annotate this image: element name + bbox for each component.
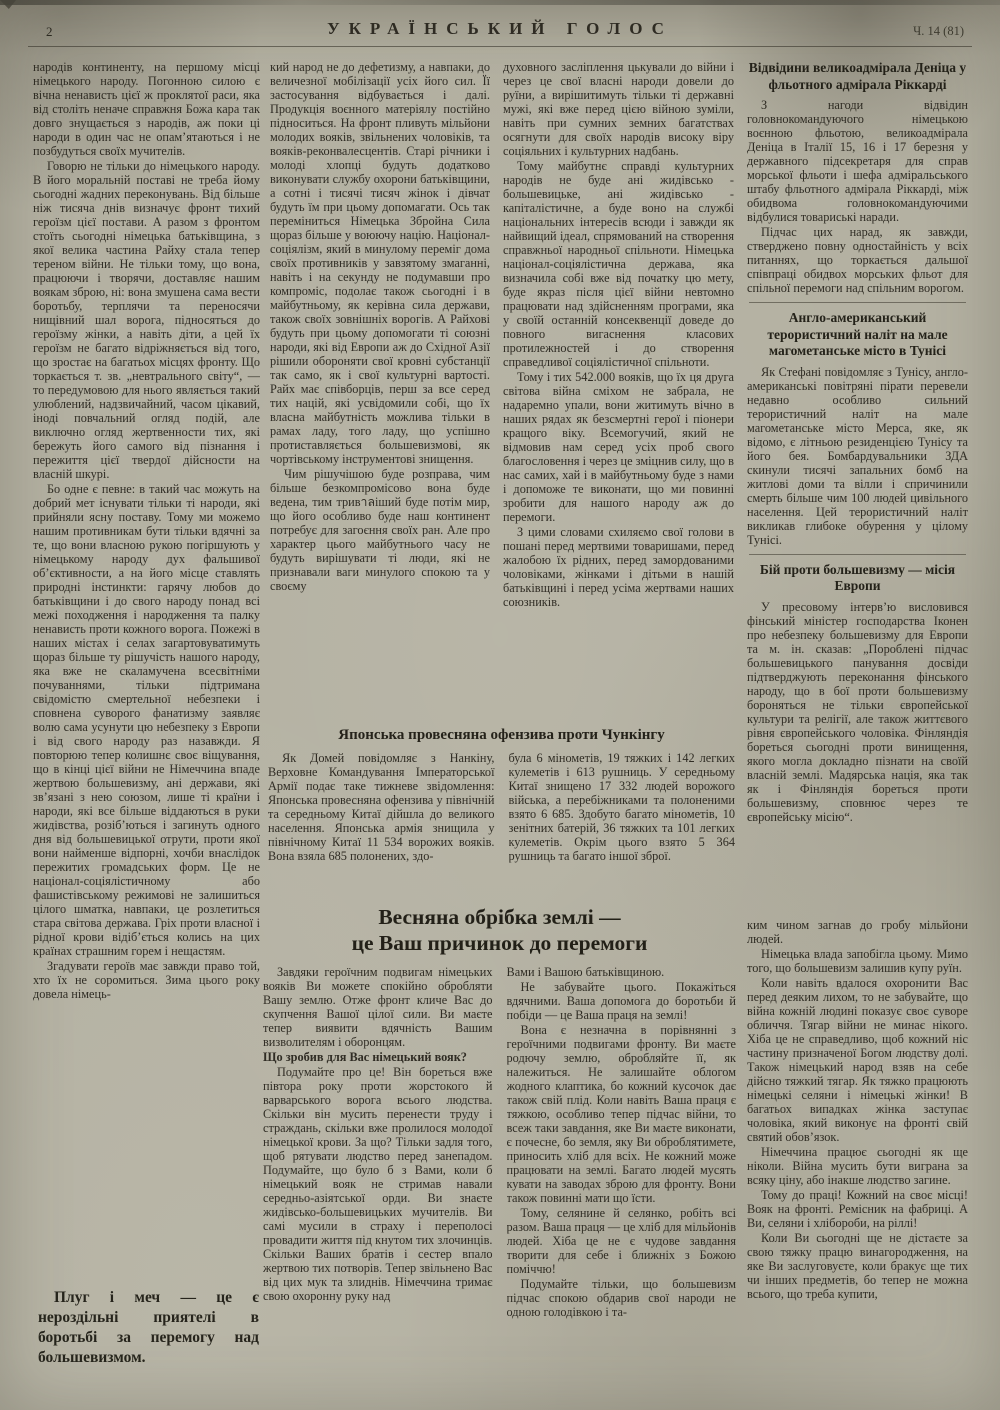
lead-article-column-3 [503, 60, 734, 722]
masthead-rule [28, 46, 972, 47]
lead-article-column-1 [33, 60, 260, 1260]
spring-tillage-article [263, 904, 736, 1393]
spring-paragraph: Тому, селянине й селянко, робіть всі разом. Ваша праця — це хліб для мільйонів людей. Хіба це не є чудове завдання творити для себе і ближніх з Божою поміччю! [506, 1206, 736, 1276]
doenitz-paragraph: З нагоди відвідин головнокомандуючого німецькою воєнною фльотою, великоадмірала Деніца в Італії 15, 16 і 17 березня у державного підсекретаря для справ морської фльоти і шефа адміральського штабу фльотного адмірала Ріккарді, між обидвома головнокомандуючими відбулися товариські наради. [747, 98, 968, 224]
lead-paragraph: духовного засліплення цькували до війни і через це свої власні народи довели до руїни, а вирішитимуть тільки ті державні мужі, які вже перед цією війною зуміли, навіть при сумних земних багатствах осягнути для своїх народів високу віру соціяльних і культурних надбань. [503, 60, 734, 158]
spring-paragraph: Німецька влада запобігла цьому. Мимо того, що большевизм залишив купу руїн. [747, 947, 968, 975]
tunis-paragraph: Як Стефані повідомляє з Тунісу, англо-американські повітряні пірати перевели недавно особливо сильний терористичний наліт на мале магометанське місто Мерса, яке, як відомо, є літньою резиденцією Тунісу та його бея. Бомбардувальники ЗДА скинули тисячі запальних бомб на житлові доми та вілли і спричинили смерть більше чим 100 людей цивільного населення. Цей терористичний наліт викликав глибоке обурення у цілому Тунісі. [747, 364, 968, 547]
doenitz-article-headline: Відвідини великоадмірала Деніца у фльотного адмірала Ріккарді [748, 60, 967, 92]
spring-paragraph: Німеччина працює сьогодні як ще ніколи. Війна мусить бути виграна за всяку ціну, або інакше людство загине. [747, 1145, 968, 1187]
spring-article-left-column [263, 965, 493, 1393]
article-divider [749, 554, 966, 555]
spring-article-continuation-column [747, 918, 968, 1406]
japan-article-left-column [268, 751, 495, 903]
lead-paragraph: Говорю не тільки до німецького народу. В його моральній поставі не треба йому сьогодні жадних переконувань. Від більше ніж тисяча днів визначує фронт тихий героїзм цієї постави. А разом з фронтом стоїть сьогодні німецька батьківщина, з якої велика частина Райху стала тепер тереном війни. Не тільки тому, що вона, працюючи і творячи, доставляє нашим воякам зброю, ні: вона змушена сама вести боротьбу, терплячи та переносячи нищівний шал ворога, підносяться до героїзму жінки, а навіть діти, а цей їх героїзм не багато відріжняється від того, що зростає на багатьох місцях фронту. Що торкається т. зв. „невтрального світу“, — то передумовою для нього являється такий улюблений, надзвичайний, часом цікавий, іноді повчальний огляд подій, але виключно огляд жертвенности тих, які бережуть його самого від пізнання і пережиття цієї твердої дійсности на власній шкурі. [33, 159, 260, 481]
doenitz-paragraph: Підчас цих нарад, як завжди, стверджено повну одностайність у всіх питаннях, що торкається дальшої співпраці обидвох морських фльот для спільної перемоги над спільним ворогом. [747, 225, 968, 295]
spring-paragraph: Завдяки героїчним подвигам німецьких вояків Ви можете спокійно обробляти Вашу землю. Отже фронт кличе Вас до скупчення Вашої цілої сили. Ви маєте тепер виявити вдячність Вашим визволителям і оборонцям. [263, 965, 493, 1049]
japan-paragraph: Як Домей повідомляє з Нанкіну, Верховне Командування Імператорської Армії подає таке тижневе звідомлення: Японська провесняна офензива у північній та середньому Китаї дійшла до великого населення. Японська армія знищила у північному Китаї 11 534 ворожих вояків. Вона взяла 685 полонених, здо- [268, 751, 495, 863]
spring-paragraph: Вами і Вашою батьківщиною. [506, 965, 665, 979]
lead-paragraph: Чим рішучішою буде розправа, чим більше безкомпромісово вона буде ведена, тим тривาลіший буде потім мир, що його особливо буде наш континент потребує для загоєння своїх ран. Але про характер цього майбутнього часу не будуть вирішувати ті люди, які не признавали ваги минулого спокою та у своєму [270, 467, 490, 593]
newspaper-title: УКРАЇНСЬКИЙ ГОЛОС [327, 19, 673, 38]
spring-paragraph: Не забувайте цього. Покажіться вдячними. Ваша допомога до боротьби й побіди — це Ваша праця на землі! [506, 980, 736, 1022]
lead-paragraph: кий народ не до дефетизму, а навпаки, до величезної мобілізації усіх його сил. Її застосування відбувається і далі. Продукція воєнного матеріялу постійно підноситься. На фронт пливуть мільйони молодих вояків, звільнених чоловіків, та вояків-реконвалесцентів. Старі річники і молоді хлопці будуть додатково виконувати службу охорони батьківщини, а сотні і тисячі тисяч жінок і дівчат будуть їм при цьому допомагати. Ось так переміниться Німецька Збройна Сила щораз більше у воюючу націю. Націонал-соціялізм, який в минулому переміг дома своїх противників у завзятому змаганні, навіть і на секунду не подумавши про компроміс, подолає також сьогодні і в майбутньому, як керівна сила держави, також своїх зовнішніх ворогів. А Райхові будуть при цьому допомогати ті союзні народи, які від Европи аж до Східної Азії рішили обороняти свої кровні субстанції так само, як і свої культурні вартості. Райх має співборців, перш за все серед тих націй, які усвідомили собі, що їх власна майбутність можлива тільки в рамах ладу, того ладу, що успішно протиставляється большевизмові, як чортівському інструментові знищення. [270, 60, 490, 466]
spring-headline-line1: Весняна обрібка землі — [378, 905, 621, 929]
lead-article-column-2 [270, 60, 490, 722]
bolshevism-paragraph: У пресовому інтерв’ю висловився фінський міністер господарства Іконен про небезпеку большевизму для Европи та м. ін. сказав: „Пороблені підчас большевицького панування досвіди підтверджують переконання фінського народу, що в бої проти большевизму бороняться не тільки європейської культури та релігії, але також життєвого рівня європейського чоловіка. Фінляндія бореться сьогодні проти винищення, якого могла докладно пізнати на своїй власній землі. Мадярська нація, яка так як і Фінляндія бореться проти большевизму, сповнює через те європейську місію“. [747, 599, 968, 824]
lead-paragraph: Бо одне є певне: в такий час можуть на добрий мет існувати тільки ті народи, які прийняли ясну поставу. Тому ми можемо нашим противникам бути тільки вдячні за те, що вони власною рукою погіршують у німецькому народу дух фальшивої об’єктивности, а на його місце ставлять природні інстинкти: гарячу любов до батьківщини і до свого народу понад всі межі походження і народження та палку ненависть проти кожного ворога. Пожежі в наших містах і селах загартовуватимуть щораз більше ту рішучість нашого народу, яка вже не скаламучена всесвітніми почуваннями, тільки підтримана свідомістю смертельної небезпеки і сповнена суворого фанатизму заявляє волю сама усунути цю небезпеку з Европи і від свого народу раз назавжди. Я повторюю тепер колишнє своє віщування, що в кінці цієї війни не Німеччина впаде жертвою большевизму, ані держави, які зв’язані з нею союзом, лише ті країни і народи, які все більше віддаються в руки жидівства, розіб’ються і загинуть одного дня від большевицької отрути, проти якої вони найменше відпорні, хочби внаслідок пережитих громадських форм. Це не націонал-соціялістичному або фашистівському режимові не залишиться цілого шматка, навпаки, це розлетиться стара світова держава. Гріх проти власної і рідної крови відіб’ється колись на цих країнах страшним горем і нещастям. [33, 482, 260, 958]
page-number: 2 [46, 24, 53, 39]
slogan-block: Плуг і меч — це є нероздільні приятелі в боротьбі за перемогу над большевизмом. [38, 1289, 259, 1366]
spring-paragraph: Подумайте про це! Він бореться вже півтора року проти жорстокого й варварського ворога всього людства. Скільки він мусить перенести труду і страждань, скільки вже пролилося молодої німецької крови. За що? Тільки задля того, щоб рятувати людство перед занепадом. Подумайте, що було б з Вами, коли б німецький вояк не стримав навали середньо-азіятської орди. Ви знаєте жидівсько-большевицьких мучителів. Ви самі мусили в страху і переполосі провадити життя під кнутом тих злочинців. Скільки Ваших братів і сестер впало жертвою тих потворів. Тепер звільнено Вас від цих мук та злиднів. Німеччина тримає свою охоронну руку над [263, 1065, 493, 1303]
right-news-column [747, 56, 968, 914]
japan-article-right-column [509, 751, 736, 903]
spring-headline-line2: це Ваш причинок до перемоги [351, 931, 648, 955]
spring-paragraph: Тому до праці! Кожний на своє місці! Вояк на фронті. Ремісник на фабриці. А Ви, селяни і хлібороби, на ріллі! [747, 1188, 968, 1230]
japan-offensive-article [268, 727, 735, 903]
bolshevism-article-headline: Бій проти большевизму — місія Европи [759, 561, 956, 593]
japan-paragraph: була 6 мінометів, 19 тяжких і 142 легких кулеметів і 613 рушниць. У середньому Китаї знищено 17 332 людей ворожого війська, а перебіжниками та полоненими взято 6 685. Здобуто багато мінометів, 10 зенітних батерій, 36 тяжких та 101 легких кулеметів. Окрім цього взято 5 364 рушниць та багато іншої зброї. [508, 751, 735, 863]
spring-paragraph: Коли Ви сьогодні ще не дістаєте за свою тяжку працю винагородження, на яке Ви заслуговуєте, коли бракує ще тих чи інших предметів, бо тепер не можна всього, що треба купити, [747, 1231, 968, 1301]
lead-paragraph: Тому майбутнє справді культурних народів не буде ані жидівсько - большевицьке, ані жидівсько - капіталістичне, а буде воно на службі національних інтересів всюди і завжди як найвищий ідеал, спрямований на створення справжньої народньої спільноти. Німецька націонал-соціялістична держава, яка визначила собі вже від початку цю мету, буде якраз після цієї війни невтомно працювати над здійсненням програми, яка у своїй останній консеквенції доведе до повного вигаснення класових протилежностей і до створення справедливої соціялістичної спільноти. [503, 159, 734, 369]
issue-number: Ч. 14 (81) [913, 24, 964, 38]
spring-paragraph: Коли навіть вдалося охоронити Вас перед деяким лихом, то не забувайте, що війна кожній людині показує своє суворе обличчя. Тягар війни не минає нікого. Хіба це не справедливо, щоб кожний ніс частину призначеної Богом людству долі. Також німецький народ взяв на себе дійсно тяжкий тягар. Як тяжко працюють німецькі селяни і німецькі жінки! В багатьох випадках жінка заступає чоловіка, який виконує на фронті свій святий обов’язок. [747, 976, 968, 1144]
spring-paragraph: ким чином загнав до гробу мільйони людей. [747, 918, 968, 946]
spring-paragraph: Подумайте тільки, що большевизм підчас спокою обдарив свої народи не одною голодівкою і та- [506, 1277, 736, 1319]
scan-edge [0, 0, 1000, 5]
spring-article-headline [263, 904, 736, 956]
article-divider [749, 302, 966, 303]
lead-paragraph: Згадувати героїв має завжди право той, хто їх не соромиться. Зима цього року довела німець- [33, 959, 260, 1001]
spring-subhead: Що зробив для Вас німецький вояк? [263, 1050, 467, 1064]
lead-paragraph: народів континенту, на першому місці німецького народу. Погонною силою є вічна ненависть цієї ж проклятої раси, яка від століть неначе справжня Божа кара так довго знущається з народів, аж поки ці народи в один час не опам’ятаються і не позбудуться своїх мучителів. [33, 60, 260, 158]
lead-paragraph: З цими словами схиляємо свої голови в пошані перед мертвими товаришами, перед жалобою їх рідних, перед замордованими чоловіками, жінками і дітьми в нашій батьківщині і перед усіма жертвами наших союзників. [503, 525, 734, 609]
spring-article-right-column [507, 965, 737, 1393]
lead-paragraph: Тому і тих 542.000 вояків, що їх ця друга світова війна сміхом не забрала, не надаремно упали, вони житимуть вічно в наших рядах як безсмертні герої і піонери кращого віку. Всемогучий, який не відмовив нам серед усіх проб свого благословення і через це зміцнив силу, що в нас самих, хай і в майбутньому буде з нами і допоможе те виконати, що ми повинні зробити для нашого народу аж до перемоги. [503, 370, 734, 524]
tunis-article-headline: Англо-американський терористичний наліт на мале магометанське місто в Тунісі [767, 310, 948, 358]
japan-article-headline: Японська провесняна офензива проти Чункінгу [338, 727, 665, 743]
spring-paragraph: Вона є незначна в порівнянні з героїчними подвигами фронту. Ви маєте родючу землю, обробляйте її, як належиться. Не залишайте облогом жодного клаптика, бо кожний кусочок дає також свій плід. Коли навіть Ваша праця є тяжкою, особливо тепер підчас війни, то всеж таки завдання, яке Ви маєте виконати, є почесне, бо земля, яку Ви оброблятимете, приносить хліб для всіх. Не кожний може працювати на землі. Багато людей мусять кувати на заводах зброю для фронту. Вони також повинні мати що їсти. [506, 1023, 736, 1205]
